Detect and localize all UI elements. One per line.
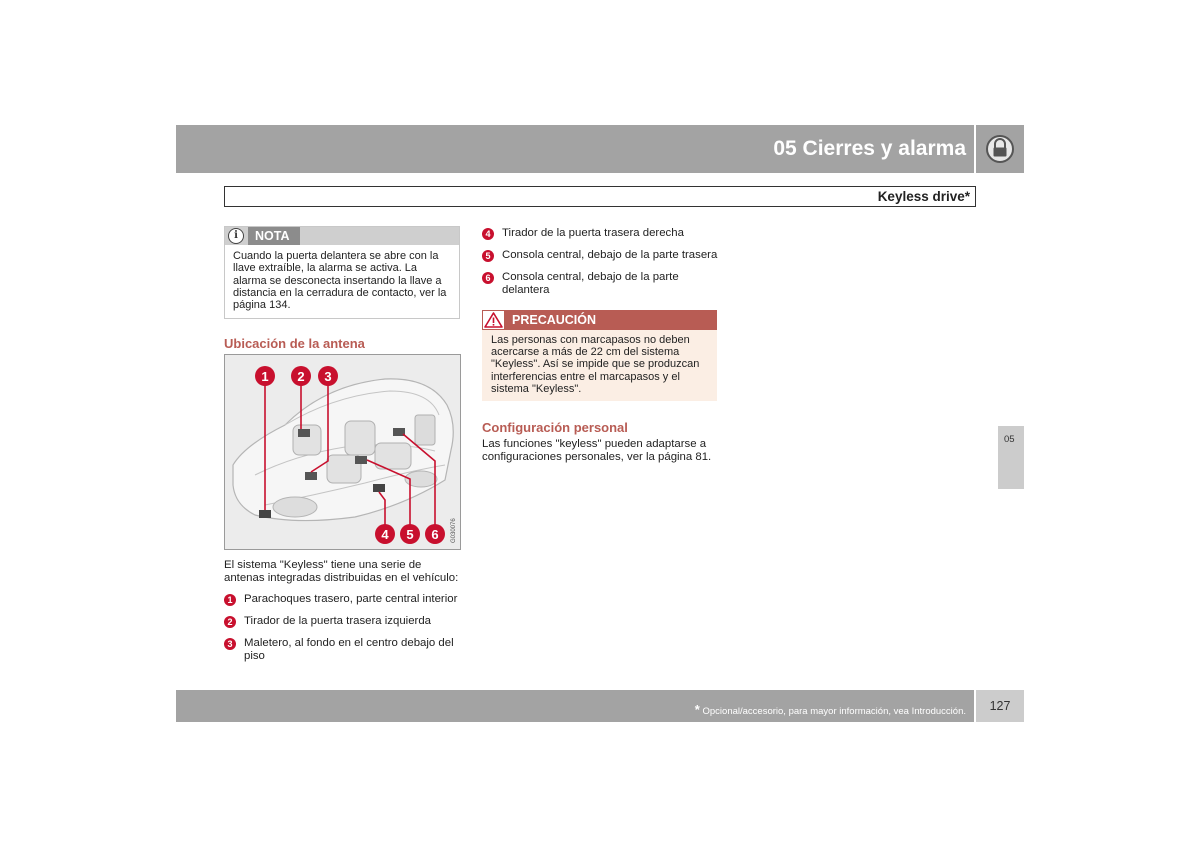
antenna-block-1	[259, 510, 271, 518]
antenna-block-5	[355, 456, 367, 464]
warning-icon-background	[482, 310, 505, 330]
footer-note	[695, 702, 966, 717]
item-number-badge: 1	[224, 594, 236, 606]
warning-box	[482, 310, 717, 401]
antenna-intro-text: El sistema "Keyless" tiene una serie de antenas integradas distribuidas en el vehículo:	[224, 559, 459, 585]
warning-header	[482, 310, 717, 330]
antenna-heading: Ubicación de la antena	[224, 336, 365, 351]
antenna-block-2	[298, 429, 310, 437]
page-number-box	[976, 690, 1024, 722]
chapter-title: 05 Cierres y alarma	[773, 137, 966, 160]
warning-label: PRECAUCIÓN	[512, 313, 597, 327]
list-item-text: Maletero, al fondo en el centro debajo del piso	[244, 637, 454, 663]
info-icon: i	[228, 228, 244, 244]
list-item-text: Tirador de la puerta trasera derecha	[502, 227, 684, 239]
figure-label-1: 1	[261, 369, 269, 384]
antenna-block-3	[305, 472, 317, 480]
footer-bar	[176, 690, 974, 722]
section-title: Keyless drive*	[877, 189, 970, 204]
item-number-badge: 4	[482, 228, 494, 240]
warning-text: Las personas con marcapasos no deben acercarse a más de 22 cm del sistema "Keyless". Así se impide que se produzcan interferencias entre el marcapasos y el sistema "Keyless".	[491, 334, 700, 395]
item-number-badge: 5	[482, 250, 494, 262]
note-text: Cuando la puerta delantera se abre con la llave extraíble, la alarma se activa. La alarma se desconecta insertando la llave a distancia en la cerradura de contacto, ver la página 134.	[233, 250, 447, 312]
personal-config-text: Las funciones "keyless" pueden adaptarse a configuraciones personales, ver la página 81.	[482, 438, 712, 464]
figure-label-6: 6	[431, 527, 439, 542]
personal-config-heading: Configuración personal	[482, 420, 628, 435]
figure-code: G030076	[451, 518, 457, 543]
note-header	[225, 227, 459, 245]
note-box	[224, 226, 460, 319]
side-tab-label: 05	[1004, 434, 1015, 445]
chapter-side-tab	[998, 426, 1024, 489]
item-number-badge: 6	[482, 272, 494, 284]
antenna-location-figure	[224, 354, 461, 550]
antenna-block-4	[373, 484, 385, 492]
list-item-text: Consola central, debajo de la parte trasera	[502, 249, 718, 261]
figure-label-3: 3	[324, 369, 332, 384]
chapter-icon-box	[976, 125, 1024, 173]
item-number-badge: 2	[224, 616, 236, 628]
figure-label-4: 4	[381, 527, 389, 542]
figure-label-2: 2	[297, 369, 305, 384]
note-label: NOTA	[255, 229, 290, 243]
item-number-badge: 3	[224, 638, 236, 650]
list-item-text: Parachoques trasero, parte central interior	[244, 593, 458, 605]
chapter-header	[176, 125, 974, 173]
footer-note-text: Opcional/accesorio, para mayor información, vea Introducción.	[702, 706, 966, 717]
footer-asterisk: *	[694, 702, 700, 717]
car-diagram	[225, 355, 460, 549]
list-item-text: Tirador de la puerta trasera izquierda	[244, 615, 431, 627]
warning-triangle-icon	[483, 311, 504, 329]
lock-icon	[976, 125, 1024, 173]
page-number: 127	[989, 699, 1011, 713]
section-title-box	[224, 186, 976, 207]
figure-label-5: 5	[406, 527, 414, 542]
list-item-text: Consola central, debajo de la parte delantera	[502, 271, 679, 297]
